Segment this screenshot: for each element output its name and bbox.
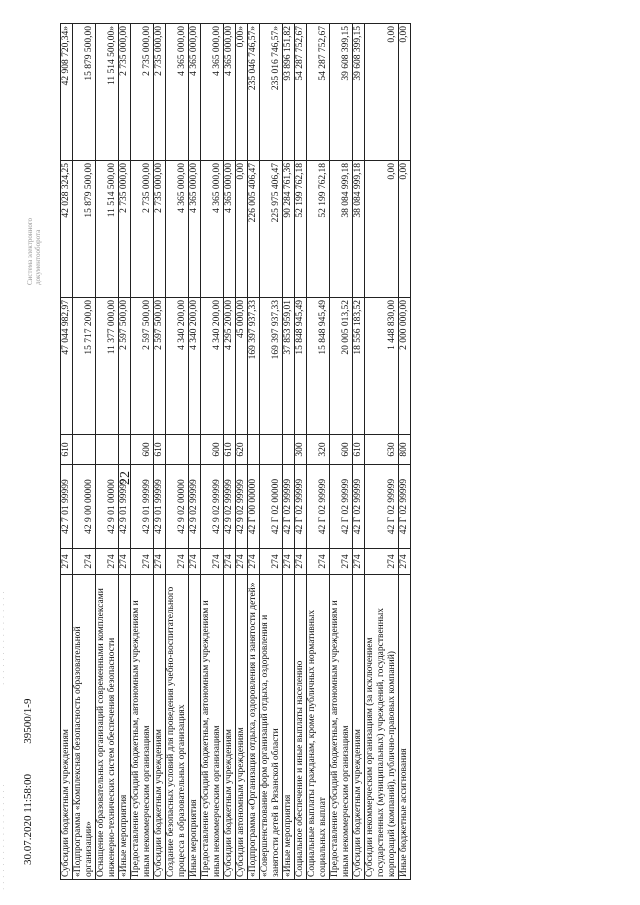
cell-v3: 39 608 399,15 — [353, 24, 365, 161]
scan-edge-dots: · · · · · · · · · · · · · · · · · · — [0, 783, 8, 890]
cell-ved: 274 — [61, 549, 73, 575]
cell-v1: 20 005 013,52 — [330, 298, 353, 435]
cell-vr — [189, 435, 201, 465]
cell-name: «Иные мероприятия — [119, 575, 131, 880]
cell-ved: 274 — [201, 549, 224, 575]
table-row — [189, 24, 201, 880]
cell-ved: 274 — [166, 549, 189, 575]
footer-doc-id: 39500/1-9 — [22, 698, 34, 744]
footer-timestamp: 30.07.2020 11:58:00 — [22, 774, 34, 865]
page-number: 22 — [118, 471, 133, 485]
cell-v2: 42 028 324,25 — [61, 161, 73, 298]
cell-name: «Подпрограмма «Организация отдыха, оздоровления и занятости детей» — [248, 575, 260, 880]
table-row — [61, 24, 73, 880]
cell-csr: 42 Г 02 99999 — [283, 465, 295, 549]
cell-name: Иные бюджетные ассигнования — [399, 575, 411, 880]
cell-v1: 169 397 937,33 — [248, 298, 260, 435]
cell-csr: 42 9 02 00000 — [166, 465, 189, 549]
cell-v3: 0,00 — [399, 24, 411, 161]
cell-v1: 15 717 200,00 — [73, 298, 96, 435]
cell-v2: 4 365 000,00 — [201, 161, 224, 298]
cell-name: Субсидии бюджетным учреждениям — [224, 575, 236, 880]
cell-ved: 274 — [131, 549, 154, 575]
cell-csr: 42 Г 02 00000 — [260, 465, 283, 549]
cell-v2: 38 084 999,18 — [330, 161, 353, 298]
cell-v3: 11 514 500,00» — [96, 24, 119, 161]
cell-ved: 274 — [224, 549, 236, 575]
cell-v3: 42 908 720,34» — [61, 24, 73, 161]
cell-csr: 42 9 02 99999 — [236, 465, 248, 549]
cell-vr: 300 — [295, 435, 307, 465]
cell-v1: 18 556 183,52 — [353, 298, 365, 435]
cell-v2: 0,00 — [365, 161, 399, 298]
cell-name: Субсидии некоммерческим организациям (за исключением государственных (муниципальных) учреждений, государственных корпораций (компаний), публично-правовых компаний) — [365, 575, 399, 880]
cell-v3: 93 896 151,82 — [283, 24, 295, 161]
cell-csr: 42 9 01 00000 — [96, 465, 119, 549]
cell-name: Социальное обеспечение и иные выплаты населению — [295, 575, 307, 880]
cell-v3: 4 365 000,00 — [189, 24, 201, 161]
cell-ved: 274 — [330, 549, 353, 575]
cell-name: Иные мероприятия — [189, 575, 201, 880]
cell-vr: 630 — [365, 435, 399, 465]
cell-v1: 4 340 200,00 — [166, 298, 189, 435]
cell-v2: 52 199 762,18 — [295, 161, 307, 298]
footer-line — [22, 699, 34, 865]
cell-v3: 39 608 399,15 — [330, 24, 353, 161]
footer-stamp: Система электронного документооборота — [26, 217, 42, 285]
cell-ved: 274 — [154, 549, 166, 575]
cell-name: «Подпрограмма «Комплексная безопасность образовательной организации» — [73, 575, 96, 880]
cell-v3: 2 735 000,00 — [154, 24, 166, 161]
cell-v2: 225 975 406,47 — [260, 161, 283, 298]
table-row — [248, 24, 260, 880]
budget-table — [60, 23, 411, 880]
cell-vr — [248, 435, 260, 465]
cell-name: Субсидии бюджетным учреждениям — [353, 575, 365, 880]
cell-v3: 235 016 746,57» — [260, 24, 283, 161]
table-row — [96, 24, 119, 880]
cell-v2: 90 284 761,36 — [283, 161, 295, 298]
cell-v2: 52 199 762,18 — [307, 161, 330, 298]
cell-v3: 4 365 000,00 — [224, 24, 236, 161]
cell-v1: 2 000 000,00 — [399, 298, 411, 435]
cell-name: Предоставление субсидий бюджетным, автономным учреждениям и иным некоммерческим организациям — [330, 575, 353, 880]
cell-ved: 274 — [365, 549, 399, 575]
table-row — [119, 24, 131, 880]
cell-name: Субсидии автономным учреждениям — [236, 575, 248, 880]
table-row — [166, 24, 189, 880]
cell-name: Оснащение образовательных организаций современными комплексами инженерно-технических систем обеспечения безопасности — [96, 575, 119, 880]
table-row — [330, 24, 353, 880]
cell-ved: 274 — [295, 549, 307, 575]
cell-ved: 274 — [283, 549, 295, 575]
cell-v2: 226 005 406,47 — [248, 161, 260, 298]
cell-name: Предоставление субсидий бюджетным, автономным учреждениям и иным некоммерческим организациям — [201, 575, 224, 880]
cell-v1: 47 044 982,97 — [61, 298, 73, 435]
table-body — [61, 24, 411, 880]
table-row — [73, 24, 96, 880]
cell-ved: 274 — [248, 549, 260, 575]
scan-edge-dots: · · · · · · · · · · · · · · · · — [0, 590, 8, 685]
table-row — [260, 24, 283, 880]
cell-ved: 274 — [399, 549, 411, 575]
cell-v2: 2 735 000,00 — [119, 161, 131, 298]
cell-csr: 42 7 01 99999 — [61, 465, 73, 549]
cell-v2: 11 514 500,00 — [96, 161, 119, 298]
table-row — [283, 24, 295, 880]
cell-vr: 610 — [353, 435, 365, 465]
cell-v1: 2 597 500,00 — [119, 298, 131, 435]
cell-v3: 2 735 000,00 — [119, 24, 131, 161]
cell-csr: 42 Г 00 00000 — [248, 465, 260, 549]
cell-vr: 600 — [330, 435, 353, 465]
cell-ved: 274 — [96, 549, 119, 575]
cell-ved: 274 — [73, 549, 96, 575]
cell-v2: 0,00 — [399, 161, 411, 298]
cell-csr: 42 Г 02 99999 — [330, 465, 353, 549]
table-row — [307, 24, 330, 880]
cell-v1: 2 597 500,00 — [154, 298, 166, 435]
cell-v1: 169 397 937,33 — [260, 298, 283, 435]
cell-v3: 4 365 000,00 — [201, 24, 224, 161]
cell-ved: 274 — [353, 549, 365, 575]
cell-v1: 1 448 830,00 — [365, 298, 399, 435]
cell-ved: 274 — [189, 549, 201, 575]
cell-csr: 42 9 02 99999 — [189, 465, 201, 549]
cell-csr: 42 9 02 99999 — [201, 465, 224, 549]
cell-v1: 15 848 945,49 — [307, 298, 330, 435]
cell-csr: 42 Г 02 99999 — [307, 465, 330, 549]
cell-v3: 0,00» — [236, 24, 248, 161]
cell-csr: 42 9 01 99999 — [154, 465, 166, 549]
cell-vr: 610 — [224, 435, 236, 465]
table-row — [353, 24, 365, 880]
cell-ved: 274 — [307, 549, 330, 575]
table-row — [236, 24, 248, 880]
cell-vr — [283, 435, 295, 465]
cell-name: Предоставление субсидий бюджетным, автономным учреждениям и иным некоммерческим организациям — [131, 575, 154, 880]
cell-v1: 37 853 959,01 — [283, 298, 295, 435]
cell-name: Социальные выплаты гражданам, кроме публичных нормативных социальных выплат — [307, 575, 330, 880]
cell-vr — [166, 435, 189, 465]
cell-v2: 4 365 000,00 — [166, 161, 189, 298]
cell-v2: 38 084 999,18 — [353, 161, 365, 298]
cell-csr: 42 Г 02 99999 — [399, 465, 411, 549]
cell-v2: 4 365 000,00 — [224, 161, 236, 298]
cell-vr: 600 — [131, 435, 154, 465]
cell-vr: 320 — [307, 435, 330, 465]
cell-vr — [260, 435, 283, 465]
cell-name: Создание безопасных условий для проведения учебно-воспитательного процесса в образовательных организациях — [166, 575, 189, 880]
cell-csr: 42 9 01 99999 — [131, 465, 154, 549]
cell-v2: 4 365 000,00 — [189, 161, 201, 298]
cell-v3: 54 287 752,67 — [295, 24, 307, 161]
cell-vr — [96, 435, 119, 465]
cell-csr: 42 9 01 99999 — [119, 465, 131, 549]
cell-csr: 42 9 02 99999 — [224, 465, 236, 549]
cell-v1: 4 340 200,00 — [189, 298, 201, 435]
cell-v1: 15 848 945,49 — [295, 298, 307, 435]
cell-v1: 4 340 200,00 — [201, 298, 224, 435]
cell-v3: 2 735 000,00 — [131, 24, 154, 161]
cell-name: Субсидии бюджетным учреждениям — [61, 575, 73, 880]
cell-csr: 42 Г 02 99999 — [353, 465, 365, 549]
cell-name: «Иные мероприятия — [283, 575, 295, 880]
cell-v2: 2 735 000,00 — [154, 161, 166, 298]
cell-v1: 11 377 000,00 — [96, 298, 119, 435]
cell-vr: 610 — [61, 435, 73, 465]
cell-v2: 15 879 500,00 — [73, 161, 96, 298]
cell-v3: 0,00 — [365, 24, 399, 161]
cell-vr: 800 — [399, 435, 411, 465]
cell-v3: 235 046 746,57» — [248, 24, 260, 161]
cell-vr — [73, 435, 96, 465]
cell-v3: 54 287 752,67 — [307, 24, 330, 161]
cell-ved: 274 — [260, 549, 283, 575]
cell-ved: 274 — [236, 549, 248, 575]
cell-vr — [119, 435, 131, 465]
cell-csr: 42 Г 02 99999 — [295, 465, 307, 549]
cell-name: «Совершенствование форм организаций отдыха, оздоровления и занятости детей в Рязанской области — [260, 575, 283, 880]
cell-vr: 610 — [154, 435, 166, 465]
cell-csr: 42 9 00 00000 — [73, 465, 96, 549]
cell-csr: 42 Г 02 99999 — [365, 465, 399, 549]
cell-vr: 620 — [236, 435, 248, 465]
cell-v3: 15 879 500,00 — [73, 24, 96, 161]
cell-v2: 2 735 000,00 — [131, 161, 154, 298]
table-row — [365, 24, 399, 880]
cell-name: Субсидии бюджетным учреждениям — [154, 575, 166, 880]
table-row — [201, 24, 224, 880]
cell-ved: 274 — [119, 549, 131, 575]
table-row — [154, 24, 166, 880]
cell-v2: 0,00 — [236, 161, 248, 298]
table-row — [131, 24, 154, 880]
cell-v3: 4 365 000,00 — [166, 24, 189, 161]
cell-v1: 4 295 200,00 — [224, 298, 236, 435]
cell-v1: 45 000,00 — [236, 298, 248, 435]
table-row — [399, 24, 411, 880]
table-row — [295, 24, 307, 880]
cell-vr: 600 — [201, 435, 224, 465]
cell-v1: 2 597 500,00 — [131, 298, 154, 435]
table-row — [224, 24, 236, 880]
